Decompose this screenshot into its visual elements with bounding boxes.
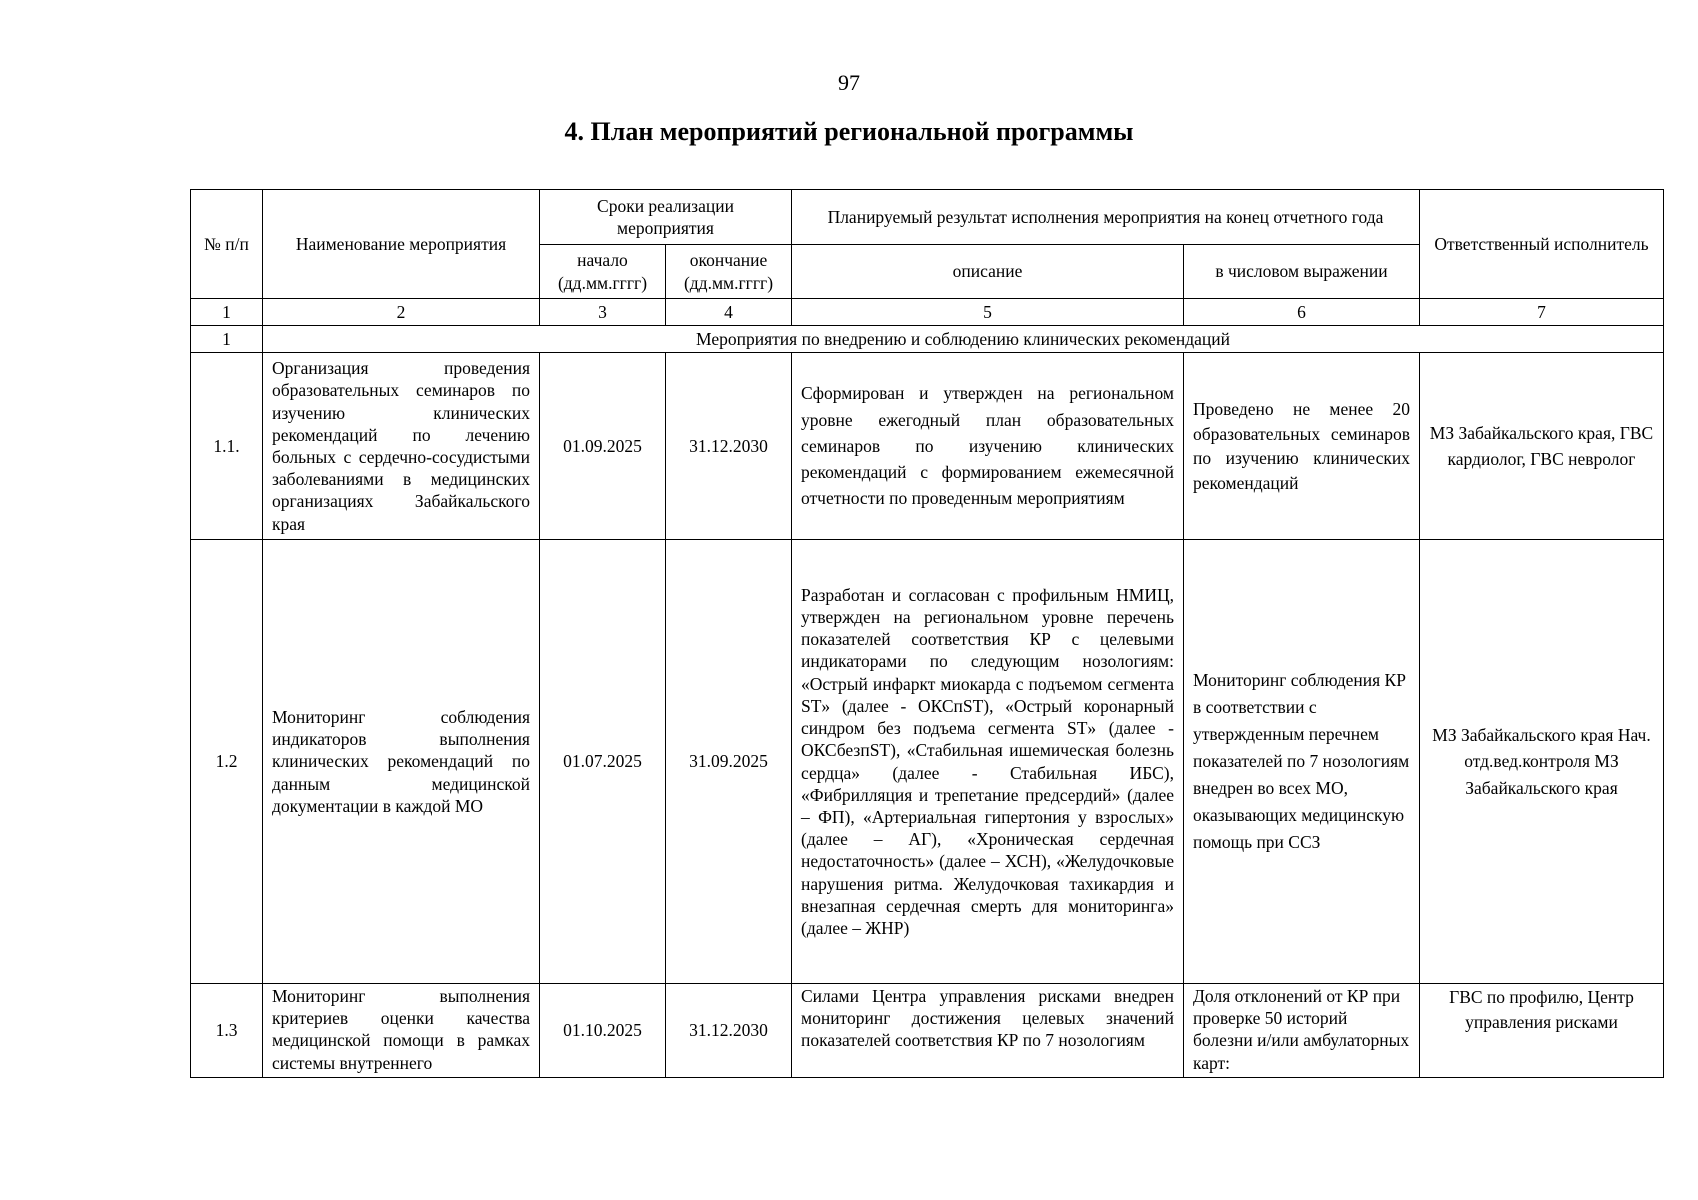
table-row xyxy=(191,353,1664,540)
row-description: Разработан и согласован с профильным НМИЦ, утвержден на региональном уровне перечень показателей соответствия КР с целевыми индикаторами по следующим нозологиям: «Острый инфаркт миокарда с подъемом сегмента ST» (далее - ОКСпST), «Острый коронарный синдром без подъема сегмента ST» (далее - ОКСбезпST), «Стабильная ишемическая болезнь сердца» (далее - Стабильная ИБС), «Фибрилляция и трепетание предсердий» (далее – ФП), «Артериальная гипертония у взрослых» (далее – АГ), «Хроническая сердечная недостаточность» (далее – ХСН), «Желудочковые нарушения ритма. Желудочковая тахикардия и внезапная сердечная смерть для мониторинга» (далее – ЖНР) xyxy=(792,540,1184,984)
row-start-date: 01.10.2025 xyxy=(540,984,666,1078)
row-numeric-result: Доля отклонений от КР при проверке 50 историй болезни и/или амбулаторных карт: xyxy=(1184,984,1420,1078)
header-description: описание xyxy=(792,245,1184,299)
row-numeric-result: Проведено не менее 20 образовательных семинаров по изучению клинических рекомендаций xyxy=(1184,353,1420,540)
row-name: Мониторинг выполнения критериев оценки качества медицинской помощи в рамках системы внутреннего xyxy=(263,984,540,1078)
header-period: Сроки реализации мероприятия xyxy=(540,190,792,245)
header-responsible: Ответственный исполнитель xyxy=(1420,190,1664,299)
row-responsible: МЗ Забайкальского края, ГВС кардиолог, ГВС невролог xyxy=(1420,353,1664,540)
table-row xyxy=(191,984,1664,1078)
column-number-5: 5 xyxy=(792,299,1184,326)
row-num: 1.1. xyxy=(191,353,263,540)
row-start-date: 01.07.2025 xyxy=(540,540,666,984)
section-title: Мероприятия по внедрению и соблюдению клинических рекомендаций xyxy=(263,326,1664,353)
row-end-date: 31.12.2030 xyxy=(666,353,792,540)
page-title: 4. План мероприятий региональной программы xyxy=(564,117,1134,146)
row-numeric-result: Мониторинг соблюдения КР в соответствии с утвержденным перечнем показателей по 7 нозологиям внедрен во всех МО, оказывающих медицинскую помощь при ССЗ xyxy=(1184,540,1420,984)
column-number-3: 3 xyxy=(540,299,666,326)
header-end: окончание (дд.мм.гггг) xyxy=(666,245,792,299)
row-description: Силами Центра управления рисками внедрен мониторинг достижения целевых значений показателей соответствия КР по 7 нозологиям xyxy=(792,984,1184,1078)
row-responsible: ГВС по профилю, Центр управления рисками xyxy=(1420,984,1664,1078)
column-number-4: 4 xyxy=(666,299,792,326)
row-name: Организация проведения образовательных семинаров по изучению клинических рекомендаций по лечению больных с сердечно-сосудистыми заболеваниями в медицинских организациях Забайкальского края xyxy=(263,353,540,540)
header-numeric: в числовом выражении xyxy=(1184,245,1420,299)
row-end-date: 31.09.2025 xyxy=(666,540,792,984)
plan-table xyxy=(190,189,1664,1078)
column-number-2: 2 xyxy=(263,299,540,326)
page-number: 97 xyxy=(838,70,860,95)
row-name: Мониторинг соблюдения индикаторов выполнения клинических рекомендаций по данным медицинской документации в каждой МО xyxy=(263,540,540,984)
row-start-date: 01.09.2025 xyxy=(540,353,666,540)
table-row xyxy=(191,540,1664,984)
row-responsible: МЗ Забайкальского края Нач. отд.вед.контроля МЗ Забайкальского края xyxy=(1420,540,1664,984)
row-num: 1.3 xyxy=(191,984,263,1078)
column-number-7: 7 xyxy=(1420,299,1664,326)
header-num: № п/п xyxy=(191,190,263,299)
header-start: начало (дд.мм.гггг) xyxy=(540,245,666,299)
column-number-1: 1 xyxy=(191,299,263,326)
header-result: Планируемый результат исполнения мероприятия на конец отчетного года xyxy=(792,190,1420,245)
header-name: Наименование мероприятия xyxy=(263,190,540,299)
row-description: Сформирован и утвержден на региональном уровне ежегодный план образовательных семинаров по изучению клинических рекомендаций с формированием ежемесячной отчетности по проведенным мероприятиям xyxy=(792,353,1184,540)
row-num: 1.2 xyxy=(191,540,263,984)
row-end-date: 31.12.2030 xyxy=(666,984,792,1078)
column-number-6: 6 xyxy=(1184,299,1420,326)
section-num: 1 xyxy=(191,326,263,353)
